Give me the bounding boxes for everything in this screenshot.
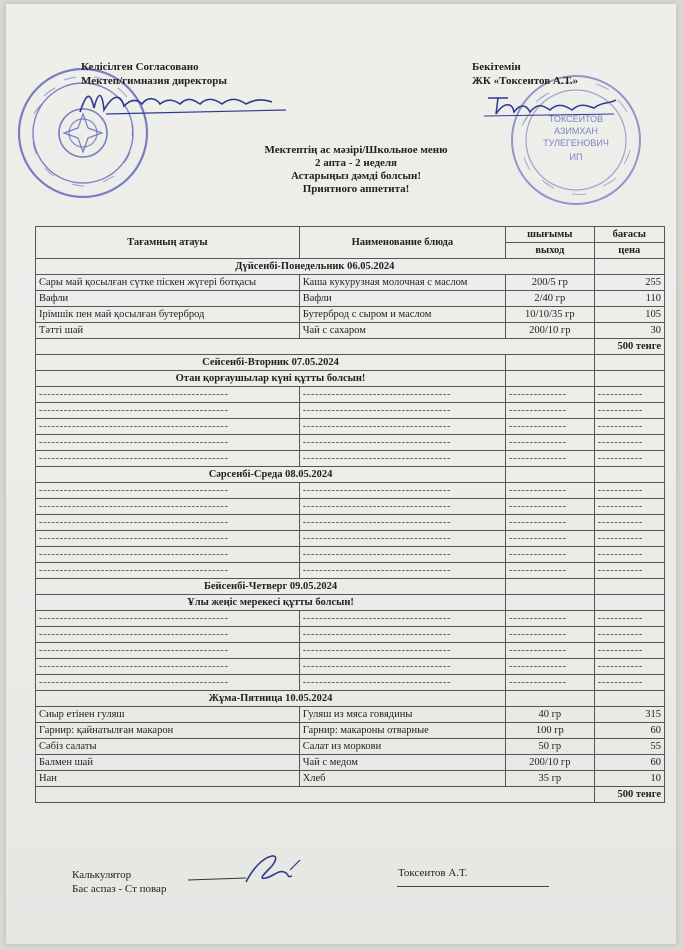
footer-right	[398, 866, 467, 880]
calculator-label: Калькулятор	[72, 869, 132, 881]
greeting-ru: Приятного аппетита!	[302, 183, 410, 195]
dish-name-kz: Нан	[36, 771, 300, 787]
column-header-price-kz: бағасы	[594, 227, 664, 243]
dish-output: 200/10 гр	[506, 755, 595, 771]
dish-output: 10/10/35 гр	[506, 307, 595, 323]
empty-row: - - - - - - - - - - - - - - - - - - - - - - - - - - - - - - - - - - - - - - - - - - - - - - - - - - - - - - - - - - - - - - - - - - - - - - - - - - - - - - - - - - - - - - - - - - - - - - - - - - - - - - - - - - -	[36, 451, 665, 467]
head-cook-label: Бас аспаз - Ст повар	[72, 883, 167, 895]
table-row	[36, 307, 665, 323]
empty-row: - - - - - - - - - - - - - - - - - - - - - - - - - - - - - - - - - - - - - - - - - - - - - - - - - - - - - - - - - - - - - - - - - - - - - - - - - - - - - - - - - - - - - - - - - - - - - - - - - - - - - - - - - - -	[36, 435, 665, 451]
empty-row: - - - - - - - - - - - - - - - - - - - - - - - - - - - - - - - - - - - - - - - - - - - - - - - - - - - - - - - - - - - - - - - - - - - - - - - - - - - - - - - - - - - - - - - - - - - - - - - - - - - - - - - - - - -	[36, 483, 665, 499]
empty-row: - - - - - - - - - - - - - - - - - - - - - - - - - - - - - - - - - - - - - - - - - - - - - - - - - - - - - - - - - - - - - - - - - - - - - - - - - - - - - - - - - - - - - - - - - - - - - - - - - - - - - - - - - - -	[36, 499, 665, 515]
total-row-monday	[36, 339, 665, 355]
column-header-name-kz: Тағамның атауы	[36, 227, 300, 259]
dish-output: 2/40 гр	[506, 291, 595, 307]
empty-row: - - - - - - - - - - - - - - - - - - - - - - - - - - - - - - - - - - - - - - - - - - - - - - - - - - - - - - - - - - - - - - - - - - - - - - - - - - - - - - - - - - - - - - - - - - - - - - - - - - - - - - - - - - -	[36, 563, 665, 579]
dish-price: 55	[594, 739, 664, 755]
dish-name-kz: Ірімшік пен май қосылған бутерброд	[36, 307, 300, 323]
table-row	[36, 291, 665, 307]
dish-price: 315	[594, 707, 664, 723]
column-header-price-ru: цена	[594, 243, 664, 259]
approval-left-line2: Мектеп/гимназия директоры	[81, 75, 227, 87]
stamp-right-line3: ТУЛЕГЕНОВИЧ	[543, 138, 609, 148]
holiday-greeting: Ұлы жеңіс мерекесі құтты болсын!	[36, 595, 506, 611]
holiday-row-thursday	[36, 595, 665, 611]
stamp-right-line1: ТОКСЕИТОВ	[548, 114, 604, 124]
day-row-monday	[36, 259, 665, 275]
day-total: 500 тенге	[594, 339, 664, 355]
dish-output: 40 гр	[506, 707, 595, 723]
table-row	[36, 723, 665, 739]
dish-output: 50 гр	[506, 739, 595, 755]
column-header-name-ru: Наименование блюда	[299, 227, 505, 259]
holiday-row-tuesday	[36, 371, 665, 387]
day-title-thursday: Бейсенбі-Четверг 09.05.2024	[36, 579, 506, 595]
empty-row: - - - - - - - - - - - - - - - - - - - - - - - - - - - - - - - - - - - - - - - - - - - - - - - - - - - - - - - - - - - - - - - - - - - - - - - - - - - - - - - - - - - - - - - - - - - - - - - - - - - - - - - - - - -	[36, 675, 665, 691]
approval-left-line1: Келісілген Согласовано	[81, 61, 199, 73]
dish-name-ru: Гуляш из мяса говядины	[299, 707, 505, 723]
day-row-friday	[36, 691, 665, 707]
dish-output: 35 гр	[506, 771, 595, 787]
footer-left	[72, 868, 166, 896]
dish-name-ru: Вафли	[299, 291, 505, 307]
day-title-wednesday: Сәрсенбі-Среда 08.05.2024	[36, 467, 506, 483]
empty-row: - - - - - - - - - - - - - - - - - - - - - - - - - - - - - - - - - - - - - - - - - - - - - - - - - - - - - - - - - - - - - - - - - - - - - - - - - - - - - - - - - - - - - - - - - - - - - - - - - - - - - - - - - - -	[36, 547, 665, 563]
day-row-thursday	[36, 579, 665, 595]
table-row	[36, 323, 665, 339]
dish-name-kz: Сары май қосылған сүтке піскен жүгері ботқасы	[36, 275, 300, 291]
dish-name-ru: Каша кукурузная молочная с маслом	[299, 275, 505, 291]
dish-name-kz: Балмен шай	[36, 755, 300, 771]
dish-price: 30	[594, 323, 664, 339]
dish-price: 10	[594, 771, 664, 787]
empty-row: - - - - - - - - - - - - - - - - - - - - - - - - - - - - - - - - - - - - - - - - - - - - - - - - - - - - - - - - - - - - - - - - - - - - - - - - - - - - - - - - - - - - - - - - - - - - - - - - - - - - - - - - - - -	[36, 659, 665, 675]
dish-price: 60	[594, 755, 664, 771]
table-row	[36, 739, 665, 755]
dish-output: 200/5 гр	[506, 275, 595, 291]
head-cook-signature	[186, 852, 306, 886]
day-title-monday: Дүйсенбі-Понедельник 06.05.2024	[36, 259, 595, 275]
day-title-friday: Жұма-Пятница 10.05.2024	[36, 691, 506, 707]
dish-price: 60	[594, 723, 664, 739]
day-title-tuesday: Сейсенбі-Вторник 07.05.2024	[36, 355, 506, 371]
menu-table	[35, 226, 665, 803]
dish-price: 110	[594, 291, 664, 307]
dish-name-ru: Гарнир: макароны отварные	[299, 723, 505, 739]
dish-price: 255	[594, 275, 664, 291]
director-signature	[76, 86, 296, 118]
total-row-friday	[36, 787, 665, 803]
table-row	[36, 707, 665, 723]
day-row-tuesday	[36, 355, 665, 371]
dish-name-kz: Сәбіз салаты	[36, 739, 300, 755]
stamp-right-line4: ИП	[569, 152, 583, 162]
empty-row: - - - - - - - - - - - - - - - - - - - - - - - - - - - - - - - - - - - - - - - - - - - - - - - - - - - - - - - - - - - - - - - - - - - - - - - - - - - - - - - - - - - - - - - - - - - - - - - - - - - - - - - - - - -	[36, 611, 665, 627]
dish-name-ru: Салат из моркови	[299, 739, 505, 755]
table-row	[36, 275, 665, 291]
approval-right-line1: Бекітемін	[472, 61, 521, 73]
empty-row: - - - - - - - - - - - - - - - - - - - - - - - - - - - - - - - - - - - - - - - - - - - - - - - - - - - - - - - - - - - - - - - - - - - - - - - - - - - - - - - - - - - - - - - - - - - - - - - - - - - - - - - - - - -	[36, 515, 665, 531]
week-label: 2 апта - 2 неделя	[314, 157, 398, 169]
approval-right	[472, 60, 578, 88]
dish-name-kz: Сиыр етінен гуляш	[36, 707, 300, 723]
dish-name-ru: Хлеб	[299, 771, 505, 787]
menu-title-block	[226, 144, 486, 196]
empty-row: - - - - - - - - - - - - - - - - - - - - - - - - - - - - - - - - - - - - - - - - - - - - - - - - - - - - - - - - - - - - - - - - - - - - - - - - - - - - - - - - - - - - - - - - - - - - - - - - - - - - - - - - - - -	[36, 419, 665, 435]
menu-title: Мектептің ас мәзірі/Школьное меню	[264, 144, 448, 156]
empty-row: - - - - - - - - - - - - - - - - - - - - - - - - - - - - - - - - - - - - - - - - - - - - - - - - - - - - - - - - - - - - - - - - - - - - - - - - - - - - - - - - - - - - - - - - - - - - - - - - - - - - - - - - - - -	[36, 627, 665, 643]
dish-name-ru: Чай с сахаром	[299, 323, 505, 339]
day-row-wednesday	[36, 467, 665, 483]
dish-name-ru: Чай с медом	[299, 755, 505, 771]
dish-name-kz: Тәтті шай	[36, 323, 300, 339]
holiday-greeting: Отан қорғаушылар күні құтты болсын!	[36, 371, 506, 387]
dish-name-kz: Вафли	[36, 291, 300, 307]
approver-signature	[484, 92, 624, 120]
column-header-output-kz: шығымы	[506, 227, 595, 243]
column-header-output-ru: выход	[506, 243, 595, 259]
empty-row: - - - - - - - - - - - - - - - - - - - - - - - - - - - - - - - - - - - - - - - - - - - - - - - - - - - - - - - - - - - - - - - - - - - - - - - - - - - - - - - - - - - - - - - - - - - - - - - - - - - - - - - - - - -	[36, 387, 665, 403]
empty-row: - - - - - - - - - - - - - - - - - - - - - - - - - - - - - - - - - - - - - - - - - - - - - - - - - - - - - - - - - - - - - - - - - - - - - - - - - - - - - - - - - - - - - - - - - - - - - - - - - - - - - - - - - - -	[36, 643, 665, 659]
dish-price: 105	[594, 307, 664, 323]
dish-name-ru: Бутерброд с сыром и маслом	[299, 307, 505, 323]
dish-output: 100 гр	[506, 723, 595, 739]
dish-output: 200/10 гр	[506, 323, 595, 339]
day-total: 500 тенге	[594, 787, 664, 803]
empty-row: - - - - - - - - - - - - - - - - - - - - - - - - - - - - - - - - - - - - - - - - - - - - - - - - - - - - - - - - - - - - - - - - - - - - - - - - - - - - - - - - - - - - - - - - - - - - - - - - - - - - - - - - - - -	[36, 403, 665, 419]
greeting-kz: Астарыңыз дәмді болсын!	[290, 170, 422, 182]
empty-row: - - - - - - - - - - - - - - - - - - - - - - - - - - - - - - - - - - - - - - - - - - - - - - - - - - - - - - - - - - - - - - - - - - - - - - - - - - - - - - - - - - - - - - - - - - - - - - - - - - - - - - - - - - -	[36, 531, 665, 547]
stamp-right-line2: АЗИМХАН	[554, 126, 598, 136]
table-row	[36, 755, 665, 771]
approval-right-line2: ЖК «Токсеитов А.Т.»	[472, 75, 579, 87]
signature-line	[397, 886, 549, 887]
round-seal-stamp-right	[506, 70, 646, 210]
table-row	[36, 771, 665, 787]
approval-left	[81, 60, 227, 88]
dish-name-kz: Гарнир: қайнатылған макарон	[36, 723, 300, 739]
signatory-name: Токсеитов А.Т.	[398, 867, 468, 879]
